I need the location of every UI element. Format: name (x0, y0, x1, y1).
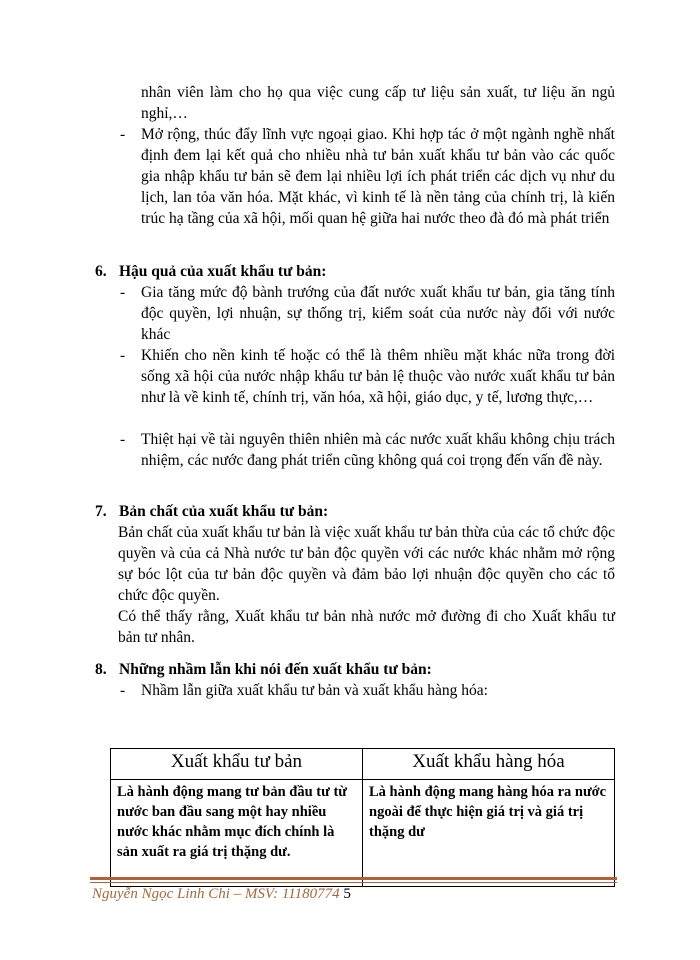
section-8-number: 8. (95, 661, 107, 678)
essence-conclusion: Có thể thấy rằng, Xuất khẩu tư bản nhà nước mở đường đi cho Xuất khẩu tư bản tư nhân. (118, 608, 615, 646)
header-goods-export: Xuất khẩu hàng hóa (363, 749, 615, 780)
table-row (111, 780, 615, 887)
comparison-table (110, 748, 615, 887)
footer-author: Nguyễn Ngọc Linh Chi – MSV: 11180774 (92, 886, 340, 902)
bullet-consequence-3: Thiệt hại về tài nguyên thiên nhiên mà các nước xuất khẩu không chịu trách nhiệm, các nước đang phát triển cũng không quá coi trọng đến vấn đề này. (141, 431, 615, 469)
bullet-dash: - (120, 682, 126, 699)
section-7-number: 7. (95, 503, 107, 520)
bullet-confusion: Nhầm lẫn giữa xuất khẩu tư bản và xuất khẩu hàng hóa: (141, 682, 488, 699)
bullet-dash: - (120, 431, 126, 448)
bullet-dash: - (120, 126, 126, 143)
cell-capital-export: Là hành động mang tư bản đầu tư từ nước ban đầu sang một hay nhiều nước khác nhằm mục đích chính là sản xuất ra giá trị thặng dư. (111, 780, 363, 887)
footer-rule (90, 877, 617, 880)
section-8-heading (95, 659, 432, 680)
section-7-heading (95, 501, 328, 522)
bullet-consequence-2: Khiến cho nền kinh tế hoặc có thể là thêm nhiều mặt khác nữa trong đời sống xã hội của nước nhập khẩu tư bản lệ thuộc vào nước xuất khẩu tư bản như là về kinh tế, chính trị, văn hóa, xã hội, giáo dục, y tế, lương thực,… (141, 347, 615, 406)
section-6-heading (95, 261, 326, 282)
bullet-diplomacy: Mở rộng, thúc đẩy lĩnh vực ngoại giao. Khi hợp tác ở một ngành nghề nhất định đem lại kết quả cho nhiều nhà tư bản xuất khẩu tư bản vào các quốc gia nhập khẩu tư bản sẽ đem lại nhiều lợi ích phát triển các dịch vụ như du lịch, lan tỏa văn hóa. Mặt khác, vì kinh tế là nền tảng của chính trị, là kiến trúc hạ tầng của xã hội, mối quan hệ giữa hai nước theo đà đó mà phát triển (141, 126, 615, 227)
continuation-text: nhân viên làm cho họ qua việc cung cấp tư liệu sản xuất, tư liệu ăn ngủ nghỉ,… (141, 84, 615, 122)
footer-rule-thin (90, 882, 617, 883)
essence-paragraph: Bản chất của xuất khẩu tư bản là việc xuất khẩu tư bản thừa của các tổ chức độc quyền và của cả Nhà nước tư bản độc quyền với các nước khác nhằm mở rộng sự bóc lột của tư bản độc quyền và đảm bảo lợi nhuận độc quyền cho các tổ chức độc quyền. (118, 524, 615, 604)
section-6-title: Hậu quả của xuất khẩu tư bản: (119, 263, 327, 280)
cell-goods-export: Là hành động mang hàng hóa ra nước ngoài để thực hiện giá trị và giá trị thặng dư (363, 780, 615, 887)
page-number: 5 (343, 886, 351, 902)
section-6-number: 6. (95, 263, 107, 280)
header-capital-export: Xuất khẩu tư bản (111, 749, 363, 780)
section-7-title: Bản chất của xuất khẩu tư bản: (119, 503, 329, 520)
bullet-consequence-1: Gia tăng mức độ bành trướng của đất nước xuất khẩu tư bản, gia tăng tính độc quyền, lợi nhuận, sự thống trị, kiểm soát của nước này đối với nước khác (141, 284, 615, 343)
section-8-title: Những nhầm lẫn khi nói đến xuất khẩu tư bản: (119, 661, 432, 678)
footer (92, 886, 351, 903)
bullet-dash: - (120, 284, 126, 301)
bullet-dash: - (120, 347, 126, 364)
table-header-row (111, 749, 615, 780)
